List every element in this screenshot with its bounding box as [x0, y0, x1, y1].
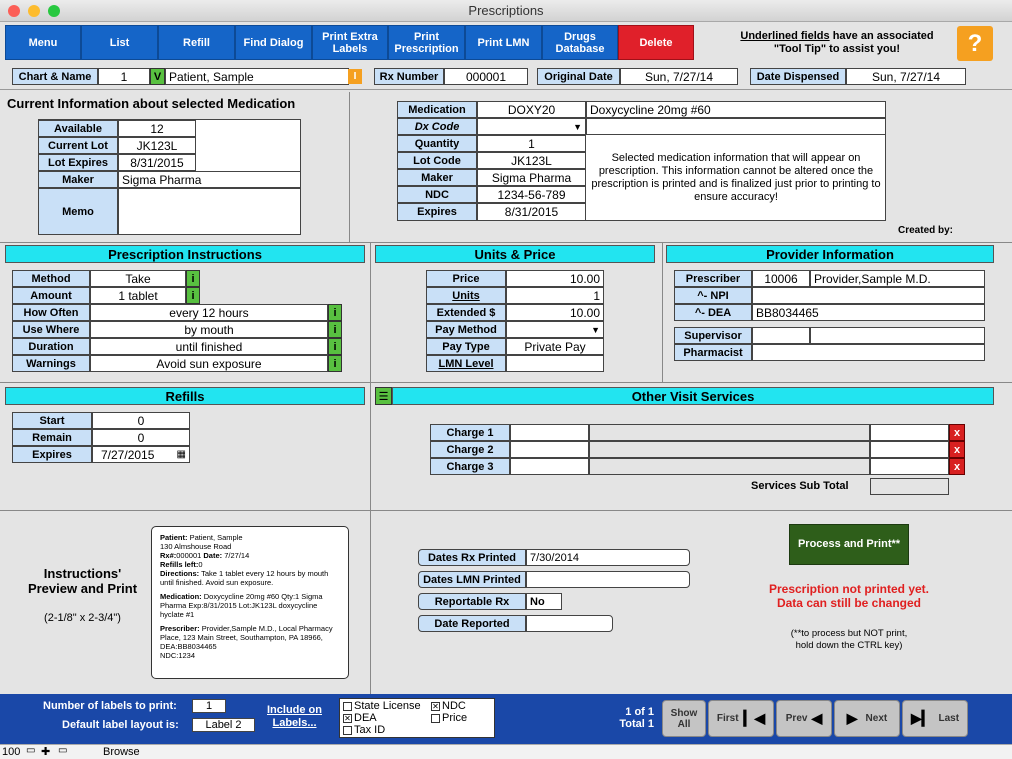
dea-option: DEA: [354, 712, 377, 724]
divider: [0, 242, 1012, 243]
calendar-icon[interactable]: ▦: [176, 449, 186, 460]
charge-3-remove-button[interactable]: x: [949, 458, 965, 475]
next-record-button[interactable]: ▶ Next: [834, 700, 900, 737]
label-layout-field[interactable]: Label 2: [192, 718, 255, 732]
divider: [370, 242, 371, 382]
price-field[interactable]: 10.00: [506, 270, 604, 287]
num-labels-label: Number of labels to print:: [43, 700, 177, 712]
print-extra-labels-button[interactable]: Print Extra Labels: [312, 25, 388, 60]
label-preview: Patient: Patient, Sample 130 Almshouse Road Rx#:000001 Date: 7/27/14 Refills left:0 Directions: Take 1 tablet every 12 hours by mouth until finished. Avoid sun exposure. Medication: Doxycycline 20mg #60 Qty:1 Sigma Pharma Exp:8/31/2015 Lot:JK123L doxycycline hyclate #1 Prescriber: Provider,Sample M.D., Local Pharmacy Place, 123 Main Street, Southampton, PA 18966, DEA:BB8034465 NDC:1234: [151, 526, 349, 679]
method-label: Method: [12, 270, 90, 287]
provider-information-header: Provider Information: [666, 245, 994, 263]
supervisor-id-field[interactable]: [752, 327, 810, 344]
chart-name-label: Chart & Name: [12, 68, 98, 85]
units-price-header: Units & Price: [375, 245, 655, 263]
label-layout-label: Default label layout is:: [62, 719, 179, 731]
dx-code-select[interactable]: [477, 118, 586, 135]
preview-size: (2-1/8" x 2-3/4"): [44, 612, 121, 624]
warnings-info-button[interactable]: i: [328, 355, 342, 372]
zoom-out-icon[interactable]: ▭: [26, 745, 36, 756]
med-maker-label: Maker: [397, 169, 477, 186]
preview-title: Instructions' Preview and Print: [27, 566, 138, 596]
method-field[interactable]: Take: [90, 270, 186, 287]
date-reported-field[interactable]: [526, 615, 613, 632]
state-license-option: State License: [354, 700, 421, 712]
pharmacist-field[interactable]: [752, 344, 985, 361]
original-date-label: Original Date: [537, 68, 620, 85]
how-often-field[interactable]: every 12 hours: [90, 304, 328, 321]
verify-button[interactable]: V: [150, 68, 165, 85]
extended-field: 10.00: [506, 304, 604, 321]
divider: [0, 382, 1012, 383]
available-label: Available: [38, 120, 118, 137]
ndc-checkbox[interactable]: [431, 700, 466, 712]
lot-expires-label: Lot Expires: [38, 154, 118, 171]
maker-label: Maker: [38, 171, 118, 188]
include-on-labels-link[interactable]: Include on Labels...: [267, 704, 322, 729]
npi-label: ^- NPI: [674, 287, 752, 304]
reportable-rx-label: Reportable Rx: [418, 593, 526, 610]
help-button[interactable]: ?: [957, 26, 993, 61]
find-dialog-button[interactable]: Find Dialog: [235, 25, 312, 60]
current-lot-field: JK123L: [118, 137, 196, 154]
units-label: Units: [426, 287, 506, 304]
print-status-warning: Prescription not printed yet. Data can still be changed: [768, 582, 930, 610]
how-often-label: How Often: [12, 304, 90, 321]
dropdown-arrow-icon: ▼: [573, 121, 582, 132]
price-label: Price: [426, 270, 506, 287]
duration-info-button[interactable]: i: [328, 338, 342, 355]
refill-expires-field[interactable]: [92, 446, 190, 463]
use-where-field[interactable]: by mouth: [90, 321, 328, 338]
divider: [662, 242, 663, 382]
dea-checkbox[interactable]: [343, 712, 377, 724]
dates-rx-printed-label: Dates Rx Printed: [418, 549, 526, 566]
dates-lmn-printed-field: [526, 571, 690, 588]
dea-field: BB8034465: [752, 304, 985, 321]
expires-label: Expires: [397, 203, 477, 221]
ndc-label: NDC: [397, 186, 477, 203]
divider: [370, 510, 371, 694]
price-option: Price: [442, 712, 468, 724]
npi-field: [752, 287, 985, 304]
list-icon[interactable]: ☰: [375, 387, 392, 405]
available-field: 12: [118, 120, 196, 137]
expires-field: 8/31/2015: [477, 203, 586, 221]
other-visit-services-header: Other Visit Services: [392, 387, 994, 405]
services-subtotal-label: Services Sub Total: [751, 480, 849, 492]
supervisor-name-field: [810, 327, 985, 344]
lmn-level-field[interactable]: [506, 355, 604, 372]
state-license-checkbox[interactable]: [343, 700, 421, 712]
pay-method-select[interactable]: [506, 321, 604, 338]
ndc-option: NDC: [442, 700, 466, 712]
refill-start-label: Start: [12, 412, 92, 429]
duration-label: Duration: [12, 338, 90, 355]
lot-code-label: Lot Code: [397, 152, 477, 169]
lot-code-field[interactable]: JK123L: [477, 152, 586, 169]
process-note: (**to process but NOT print, hold down the CTRL key): [790, 628, 908, 651]
drugs-database-button[interactable]: Drugs Database: [542, 25, 618, 60]
quantity-label: Quantity: [397, 135, 477, 152]
tax-id-checkbox[interactable]: [343, 724, 385, 736]
menu-button[interactable]: Menu: [5, 25, 81, 60]
dx-code-description: [586, 118, 886, 135]
dea-label: ^- DEA: [674, 304, 752, 321]
reportable-rx-field[interactable]: No: [526, 593, 562, 610]
last-record-button[interactable]: ▶▎ Last: [902, 700, 968, 737]
how-often-info-button[interactable]: i: [328, 304, 342, 321]
patient-name-field[interactable]: Patient, Sample: [165, 68, 349, 85]
price-checkbox[interactable]: [431, 712, 467, 724]
refill-button[interactable]: Refill: [158, 25, 235, 60]
amount-label: Amount: [12, 287, 90, 304]
ndc-field: 1234-56-789: [477, 186, 586, 203]
charge-2-desc: [589, 441, 870, 458]
extended-label: Extended $: [426, 304, 506, 321]
charge-1-remove-button[interactable]: x: [949, 424, 965, 441]
charge-1-code[interactable]: [510, 424, 589, 441]
created-by-label: Created by:: [898, 225, 954, 236]
refill-remain-field: 0: [92, 429, 190, 446]
memo-label: Memo: [38, 188, 118, 235]
prev-icon: ◀: [811, 710, 823, 726]
process-and-print-button[interactable]: Process and Print**: [789, 524, 909, 565]
supervisor-label: Supervisor: [674, 327, 752, 344]
medication-label: Medication: [397, 101, 477, 118]
refills-header: Refills: [5, 387, 365, 405]
zoom-in-icon[interactable]: ✚: [41, 746, 51, 758]
pharmacist-label: Pharmacist: [674, 344, 752, 361]
title-bar: [0, 0, 1012, 22]
date-dispensed-label: Date Dispensed: [750, 68, 846, 85]
status-bar: [0, 744, 1012, 759]
chart-number-field[interactable]: 1: [98, 68, 150, 85]
patient-info-button[interactable]: I: [348, 69, 362, 84]
maker-field: Sigma Pharma: [118, 171, 301, 188]
use-where-label: Use Where: [12, 321, 90, 338]
divider: [349, 92, 350, 242]
checkbox-icon: [343, 702, 352, 711]
print-lmn-button[interactable]: Print LMN: [465, 25, 542, 60]
charge-3-desc: [589, 458, 870, 475]
zoom-level[interactable]: 100: [2, 746, 21, 758]
prev-record-button[interactable]: Prev ◀: [776, 700, 832, 737]
original-date-field[interactable]: Sun, 7/27/14: [620, 68, 738, 85]
amount-field[interactable]: 1 tablet: [90, 287, 186, 304]
memo-field[interactable]: [118, 188, 301, 235]
prescription-instructions-header: Prescription Instructions: [5, 245, 365, 263]
pay-method-label: Pay Method: [426, 321, 506, 338]
print-prescription-button[interactable]: Print Prescription: [388, 25, 465, 60]
dates-lmn-printed-label: Dates LMN Printed: [418, 571, 526, 588]
units-field[interactable]: 1: [506, 287, 604, 304]
charge-2-code[interactable]: [510, 441, 589, 458]
charge-1-amount[interactable]: [870, 424, 949, 441]
include-options-panel: [339, 698, 495, 738]
refill-expires-label: Expires: [12, 446, 92, 463]
dates-rx-printed-field: 7/30/2014: [526, 549, 690, 566]
current-lot-label: Current Lot: [38, 137, 118, 154]
pay-type-field[interactable]: Private Pay: [506, 338, 604, 355]
prescriber-id-field[interactable]: 10006: [752, 270, 810, 287]
divider: [370, 382, 371, 510]
duration-field[interactable]: until finished: [90, 338, 328, 355]
dropdown-arrow-icon: ▼: [591, 324, 600, 335]
current-info-title: Current Information about selected Medication: [7, 96, 296, 111]
charge-2-amount[interactable]: [870, 441, 949, 458]
lmn-level-label: LMN Level: [426, 355, 506, 372]
amount-info-button[interactable]: i: [186, 287, 200, 304]
use-where-info-button[interactable]: i: [328, 321, 342, 338]
medication-name-field: Doxycycline 20mg #60: [586, 101, 886, 118]
prescriber-label: Prescriber: [674, 270, 752, 287]
checkbox-icon: [431, 714, 440, 723]
date-dispensed-field[interactable]: Sun, 7/27/14: [846, 68, 966, 85]
services-subtotal-field: [870, 478, 949, 495]
charge-3-label: Charge 3: [430, 458, 510, 475]
charge-3-code[interactable]: [510, 458, 589, 475]
charge-1-label: Charge 1: [430, 424, 510, 441]
refill-start-field[interactable]: 0: [92, 412, 190, 429]
refill-remain-label: Remain: [12, 429, 92, 446]
pay-type-label: Pay Type: [426, 338, 506, 355]
tax-id-option: Tax ID: [354, 724, 386, 736]
date-reported-label: Date Reported: [418, 615, 526, 632]
medication-code-field[interactable]: DOXY20: [477, 101, 586, 118]
method-info-button[interactable]: i: [186, 270, 200, 287]
charge-2-remove-button[interactable]: x: [949, 441, 965, 458]
lot-expires-field: 8/31/2015: [118, 154, 196, 171]
first-record-button[interactable]: First ▎◀: [708, 700, 774, 737]
rx-number-field[interactable]: 000001: [444, 68, 528, 85]
charge-2-label: Charge 2: [430, 441, 510, 458]
list-button[interactable]: List: [81, 25, 158, 60]
medication-note: Selected medication information that will appear on prescription. This information cannot be altered once the prescription is printed and is finalized just prior to printing to ensure accuracy!: [591, 152, 881, 203]
quantity-field[interactable]: 1: [477, 135, 586, 152]
warnings-field[interactable]: Avoid sun exposure: [90, 355, 328, 372]
checkbox-icon: [343, 726, 352, 735]
warnings-label: Warnings: [12, 355, 90, 372]
checked-icon: ✕: [432, 701, 439, 711]
checked-icon: ✕: [344, 713, 351, 723]
divider: [0, 510, 1012, 511]
delete-button[interactable]: Delete: [618, 25, 694, 60]
first-icon: ▎◀: [743, 710, 766, 726]
charge-1-desc: [589, 424, 870, 441]
last-icon: ▶▎: [910, 710, 933, 726]
tooltip-hint: Underlined fields have an associated "Tool Tip" to assist you!: [740, 30, 934, 55]
charge-3-amount[interactable]: [870, 458, 949, 475]
refill-expires-value: 7/27/2015: [101, 447, 155, 462]
dx-code-label: Dx Code: [397, 118, 477, 135]
next-icon: ▶: [846, 710, 858, 726]
toggle-toolbar-icon[interactable]: ▭: [58, 745, 68, 756]
record-count: 1 of 1 Total 1: [619, 706, 654, 730]
rx-number-label: Rx Number: [374, 68, 444, 85]
num-labels-field[interactable]: 1: [192, 699, 226, 713]
med-maker-field: Sigma Pharma: [477, 169, 586, 186]
prescriber-name-field: Provider,Sample M.D.: [810, 270, 985, 287]
mode-indicator: Browse: [103, 746, 140, 758]
show-all-button[interactable]: Show All: [662, 700, 706, 737]
window-title: Prescriptions: [468, 3, 544, 18]
